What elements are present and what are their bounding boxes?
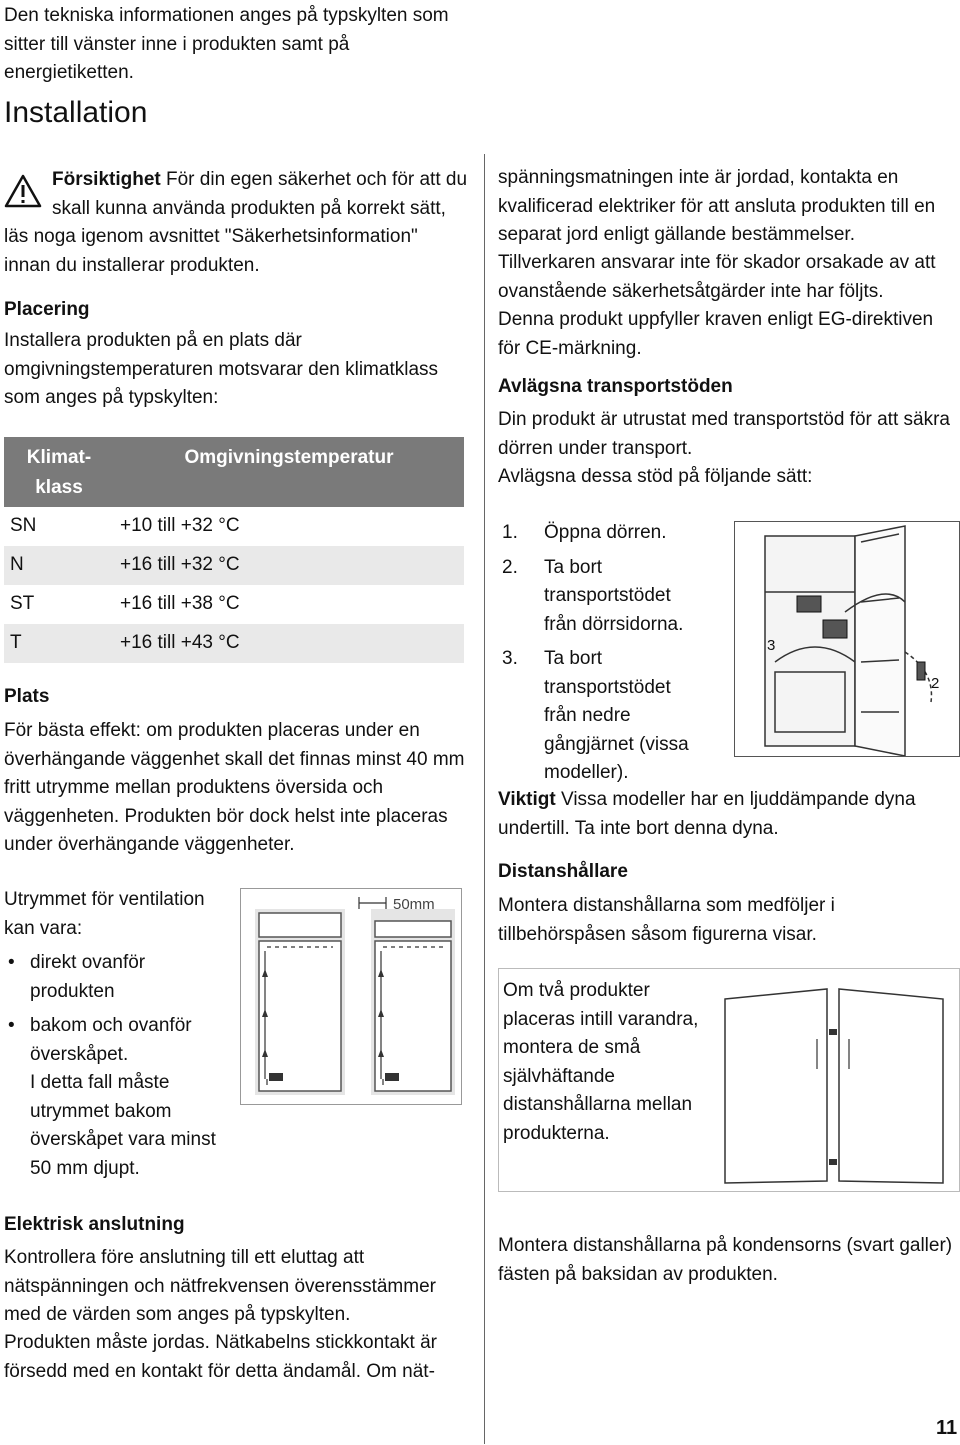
elektrisk-heading: Elektrisk anslutning — [4, 1214, 185, 1235]
warning-text-2: skall kunna använda produkten på korrekt sätt, — [52, 197, 446, 219]
page-number: 11 — [936, 1417, 958, 1439]
column-divider — [484, 154, 485, 1444]
fridge-door-illustration — [735, 522, 959, 756]
list-item: 3. Ta bort transportstödet från nedre gångjärnet (vissa modeller). — [502, 648, 689, 783]
page-title: Installation — [4, 96, 148, 129]
elektrisk-p1: Kontrollera före anslutning till ett eluttag att nätspänningen och nätfrekvensen överensstämmer med de värden som anges på typskylten. — [4, 1247, 436, 1325]
list-item: • bakom och ovanför överskåpet. — [4, 1012, 220, 1069]
intro-text: Den tekniska informationen anges på typskylten som sitter till vänster inne i produkten samt på energietiketten. — [4, 5, 449, 83]
table-row: T +16 till +43 °C — [4, 624, 464, 663]
warning-icon — [4, 174, 42, 208]
table-header — [4, 437, 464, 507]
distans-p2: Montera distanshållarna på kondensorns (svart galler) fästen på baksidan av produkten. — [498, 1235, 953, 1285]
warning-label: Försiktighet — [52, 169, 161, 190]
plats-text: För bästa effekt: om produkten placeras under en överhängande väggenhet skall det finnas minst 40 mm fritt utrymme mellan produktens översida och väggenheten. Produkten bör dock helst inte placeras under överhängande väggenheter. — [4, 720, 465, 855]
placering-heading: Placering — [4, 299, 90, 320]
ventilation-extra: I detta fall måste utrymmet bakom överskåpet vara minst 50 mm djupt. — [30, 1072, 216, 1179]
viktigt-label: Viktigt — [498, 789, 556, 810]
transport-p1: Din produkt är utrustat med transportstöd för att säkra dörren under transport. — [498, 409, 950, 459]
distans-box — [498, 968, 960, 1192]
transport-figure — [734, 521, 960, 757]
two-fridges-illustration — [717, 969, 957, 1189]
list-item: 1. Öppna dörren. — [502, 522, 667, 543]
transport-steps — [498, 519, 708, 788]
warning-block — [4, 166, 474, 280]
ventilation-intro: Utrymmet för ventilation kan vara: — [4, 889, 205, 939]
right-p2: Tillverkaren ansvarar inte för skador orsakade av att ovanstående säkerhetsåtgärder inte har följts. — [498, 252, 936, 302]
distans-p1: Montera distanshållarna som medföljer i tillbehörspåsen såsom figurerna visar. — [498, 895, 835, 945]
table-row: SN +10 till +32 °C — [10, 515, 240, 537]
distans-heading: Distanshållare — [498, 861, 628, 882]
table-row: ST +16 till +38 °C — [10, 593, 240, 615]
list-item: 2. Ta bort transportstödet från dörrsidorna. — [502, 556, 684, 635]
col-omgivningstemperatur: Omgivningstemperatur — [114, 437, 464, 507]
right-p3: Denna produkt uppfyller kraven enligt EG-direktiven för CE-märkning. — [498, 309, 934, 359]
list-item: • direkt ovanför produkten — [4, 949, 220, 1006]
figure-label-2: 2 — [931, 675, 940, 692]
col-klimatklass: Klimat- klass — [4, 437, 114, 507]
transport-p2: Avlägsna dessa stöd på följande sätt: — [498, 466, 813, 487]
plats-heading: Plats — [4, 686, 50, 707]
table-row: N +16 till +32 °C — [4, 546, 464, 585]
transport-heading: Avlägsna transportstöden — [498, 376, 733, 397]
dimension-label: 50mm — [393, 896, 435, 913]
climate-table — [4, 437, 464, 663]
ventilation-illustration — [241, 889, 461, 1104]
viktigt-text: Viktigt Vissa modeller har en ljuddämpande dyna undertill. Ta inte bort denna dyna. — [498, 789, 916, 839]
right-p1: spänningsmatningen inte är jordad, kontakta en kvalificerad elektriker för att ansluta produkten till en separat jord enligt gällande bestämmelser. — [498, 167, 936, 245]
elektrisk-p2: Produkten måste jordas. Nätkabelns stickkontakt är försedd med en kontakt för detta ändamål. Om nät- — [4, 1332, 437, 1382]
warning-text-1: För din egen säkerhet och för att du — [160, 169, 468, 190]
ventilation-figure — [240, 888, 462, 1105]
ventilation-block — [4, 886, 220, 1183]
warning-text-rest: läs noga igenom avsnittet "Säkerhetsinformation" innan du installerar produkten. — [4, 226, 418, 276]
placering-text: Installera produkten på en plats där omgivningstemperaturen motsvarar den klimatklass som anges på typskylten: — [4, 330, 439, 408]
figure-label-3: 3 — [767, 637, 776, 654]
distans-box-text: Om två produkter placeras intill varandra, montera de små självhäftande distanshållarna mellan produkterna. — [503, 980, 699, 1144]
